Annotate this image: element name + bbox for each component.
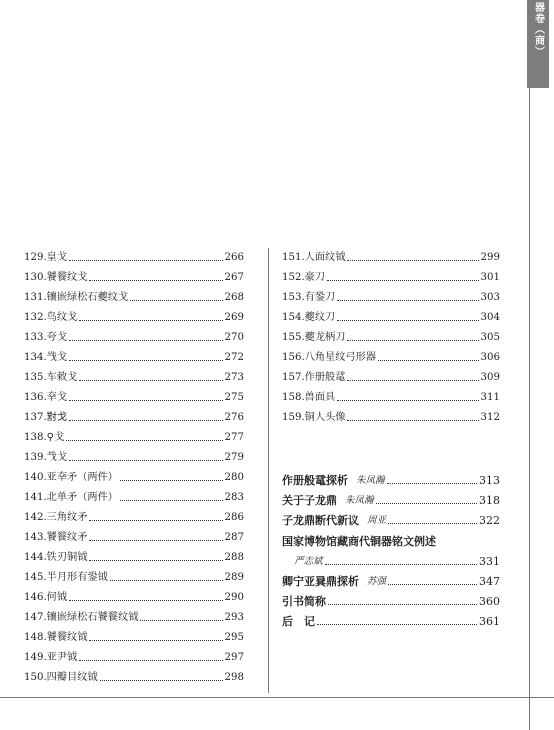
toc-entry-page: 312 (480, 412, 500, 423)
toc-entry[interactable] (282, 412, 500, 424)
toc-entry-page: 276 (224, 412, 244, 423)
article-entry[interactable] (282, 535, 500, 548)
column-divider (268, 248, 269, 693)
leader-dots (347, 420, 478, 421)
toc-entry-title: 143.饕餮纹矛 (24, 532, 88, 543)
toc-entry-page: 309 (480, 372, 500, 383)
section-tab (527, 0, 549, 88)
toc-entry-title: 156.八角星纹弓形器 (282, 352, 376, 363)
article-title: 卿宁亚㠱鼎探析 (282, 575, 359, 588)
leader-dots (79, 320, 222, 321)
leader-dots (120, 480, 223, 481)
leader-dots (378, 360, 479, 361)
leader-dots (69, 340, 222, 341)
toc-entry[interactable] (24, 432, 244, 444)
toc-entry-title: 158.兽面具 (282, 392, 336, 403)
toc-entry-page: 269 (224, 312, 244, 323)
article-page: 347 (479, 575, 500, 588)
toc-entry[interactable] (282, 252, 500, 264)
toc-entry[interactable] (282, 272, 500, 284)
toc-entry-page: 304 (480, 312, 500, 323)
toc-entry-page: 306 (480, 352, 500, 363)
toc-entry-page: 299 (480, 252, 500, 263)
toc-entry-title: 130.饕餮纹戈 (24, 272, 88, 283)
toc-right-column (282, 252, 500, 452)
toc-entry-title: 139.𢦏戈 (24, 452, 68, 463)
toc-entry[interactable] (24, 512, 244, 524)
leader-dots (89, 640, 222, 641)
toc-entry[interactable] (24, 392, 244, 404)
toc-entry[interactable] (282, 352, 500, 364)
toc-entry[interactable] (24, 292, 244, 304)
leader-dots (376, 503, 477, 504)
toc-entry-page: 272 (224, 352, 244, 363)
article-author: 朱凤瀚 (356, 475, 385, 486)
toc-entry[interactable] (24, 372, 244, 384)
toc-entry-page: 303 (480, 292, 500, 303)
leader-dots (347, 340, 478, 341)
article-page: 313 (479, 474, 500, 487)
toc-entry-title: 148.饕餮纹钺 (24, 632, 88, 643)
toc-entry-page: 298 (224, 672, 244, 683)
toc-entry-page: 277 (224, 432, 244, 443)
toc-entry[interactable] (24, 272, 244, 284)
toc-entry[interactable] (24, 552, 244, 564)
toc-entry-title: 146.何钺 (24, 592, 68, 603)
toc-entry-title: 149.亚尹钺 (24, 652, 78, 663)
article-title: 后 记 (282, 615, 315, 628)
leader-dots (388, 523, 477, 524)
toc-entry[interactable] (24, 312, 244, 324)
toc-entry-page: 273 (224, 372, 244, 383)
leader-dots (79, 660, 222, 661)
leader-dots (327, 280, 478, 281)
leader-dots (89, 560, 222, 561)
leader-dots (69, 260, 222, 261)
toc-entry[interactable] (24, 572, 244, 584)
toc-entry[interactable] (282, 332, 500, 344)
leader-dots (387, 483, 477, 484)
toc-entry[interactable] (24, 652, 244, 664)
toc-entry-page: 288 (224, 552, 244, 563)
leader-dots (100, 680, 223, 681)
toc-entry-page: 311 (480, 392, 500, 403)
leader-dots (89, 520, 222, 521)
toc-entry[interactable] (24, 352, 244, 364)
toc-entry-page: 305 (480, 332, 500, 343)
toc-entry-title: 152.豪刀 (282, 272, 326, 283)
toc-entry-title: 144.铁刃铜钺 (24, 552, 88, 563)
toc-entry-page: 290 (224, 592, 244, 603)
toc-entry-title: 140.亚㚔矛（两件） (24, 472, 118, 483)
article-page: 318 (479, 494, 500, 507)
leader-dots (388, 584, 477, 585)
article-page: 360 (479, 595, 500, 608)
toc-entry[interactable] (24, 452, 244, 464)
toc-entry-title: 155.夔龙柄刀 (282, 332, 346, 343)
toc-entry-title: 129.皇戈 (24, 252, 68, 263)
toc-entry-page: 266 (224, 252, 244, 263)
toc-entry[interactable] (24, 492, 244, 504)
leader-dots (79, 380, 222, 381)
leader-dots (120, 500, 223, 501)
leader-dots (347, 380, 478, 381)
toc-entry-title: 131.镶嵌绿松石夔纹戈 (24, 292, 129, 303)
toc-entry-page: 280 (224, 472, 244, 483)
toc-entry-title: 135.车敕戈 (24, 372, 78, 383)
leader-dots (89, 540, 222, 541)
toc-entry[interactable] (24, 332, 244, 344)
article-author: 严志斌 (294, 556, 323, 567)
toc-entry-page: 287 (224, 532, 244, 543)
toc-entry[interactable] (24, 612, 244, 624)
toc-entry-title: 157.作册般鼋 (282, 372, 346, 383)
leader-dots (328, 604, 477, 605)
leader-dots (69, 600, 222, 601)
leader-dots (89, 280, 222, 281)
toc-entry-page: 293 (224, 612, 244, 623)
toc-entry-title: 147.镶嵌绿松石饕餮纹钺 (24, 612, 139, 623)
leader-dots (140, 620, 222, 621)
leader-dots (69, 460, 222, 461)
toc-entry-title: 142.三角纹矛 (24, 512, 88, 523)
article-page: 331 (479, 555, 500, 568)
toc-entry-page: 279 (224, 452, 244, 463)
article-page: 322 (479, 514, 500, 527)
leader-dots (69, 360, 222, 361)
toc-entry-title: 138.⚲戈 (24, 432, 65, 443)
toc-entry[interactable] (24, 412, 244, 424)
article-entry[interactable] (282, 615, 500, 628)
toc-entry-page: 270 (224, 332, 244, 343)
leader-dots (347, 260, 478, 261)
article-page: 361 (479, 615, 500, 628)
article-entry[interactable] (282, 474, 500, 487)
article-title: 关于子龙鼎 (282, 494, 337, 507)
leader-dots (325, 564, 477, 565)
toc-entry-title: 134.㦰戈 (24, 352, 68, 363)
toc-entry-page: 268 (224, 292, 244, 303)
toc-entry[interactable] (282, 292, 500, 304)
toc-entry[interactable] (282, 372, 500, 384)
leader-dots (130, 300, 222, 301)
toc-entry-title: 145.半月形有銎钺 (24, 572, 108, 583)
leader-dots (66, 440, 222, 441)
toc-entry-page: 295 (224, 632, 244, 643)
toc-entry[interactable] (24, 472, 244, 484)
article-entry[interactable] (282, 494, 500, 507)
toc-entry-title: 133.夸戈 (24, 332, 68, 343)
toc-entry[interactable] (24, 592, 244, 604)
toc-entry[interactable] (24, 632, 244, 644)
article-author: 朱凤瀚 (345, 495, 374, 506)
toc-entry-title: 141.北单矛（两件） (24, 492, 118, 503)
toc-entry[interactable] (24, 252, 244, 264)
toc-entry-page: 267 (224, 272, 244, 283)
leader-dots (110, 580, 223, 581)
toc-left-column (24, 252, 244, 692)
toc-entry-title: 154.夔纹刀 (282, 312, 336, 323)
toc-articles (282, 474, 500, 634)
leader-dots (337, 320, 478, 321)
right-margin-rule (529, 88, 530, 730)
article-author: 周亚 (367, 515, 387, 526)
article-entry-continued[interactable] (282, 555, 500, 568)
toc-entry[interactable] (282, 312, 500, 324)
toc-entry-page: 275 (224, 392, 244, 403)
toc-entry-title: 153.有銎刀 (282, 292, 336, 303)
section-tab-label: 器卷（商） (532, 2, 544, 57)
leader-dots (337, 400, 478, 401)
article-title: 作册般鼋探析 (282, 474, 348, 487)
article-title: 子龙鼎断代新议 (282, 514, 359, 527)
toc-entry[interactable] (24, 532, 244, 544)
leader-dots (69, 400, 222, 401)
article-author: 苏强 (367, 576, 387, 587)
toc-entry-title: 132.鸟纹戈 (24, 312, 78, 323)
toc-entry-page: 297 (224, 652, 244, 663)
toc-entry[interactable] (24, 672, 244, 684)
toc-entry[interactable] (282, 392, 500, 404)
article-entry[interactable] (282, 595, 500, 608)
toc-entry-title: 137.𡭊戈 (24, 412, 68, 423)
toc-entry-page: 289 (224, 572, 244, 583)
leader-dots (317, 624, 477, 625)
bottom-rule (0, 697, 554, 698)
leader-dots (69, 420, 222, 421)
article-title: 国家博物馆藏商代铜器铭文例述 (282, 535, 436, 548)
toc-entry-title: 159.铜人头像 (282, 412, 346, 423)
toc-entry-page: 283 (224, 492, 244, 503)
article-title: 引书简称 (282, 595, 326, 608)
toc-entry-title: 136.㚔戈 (24, 392, 68, 403)
toc-entry-page: 286 (224, 512, 244, 523)
toc-entry-title: 151.人面纹钺 (282, 252, 346, 263)
article-entry[interactable] (282, 575, 500, 588)
article-entry[interactable] (282, 514, 500, 527)
toc-entry-title: 150.四瓣目纹钺 (24, 672, 98, 683)
toc-entry-page: 301 (480, 272, 500, 283)
leader-dots (337, 300, 478, 301)
